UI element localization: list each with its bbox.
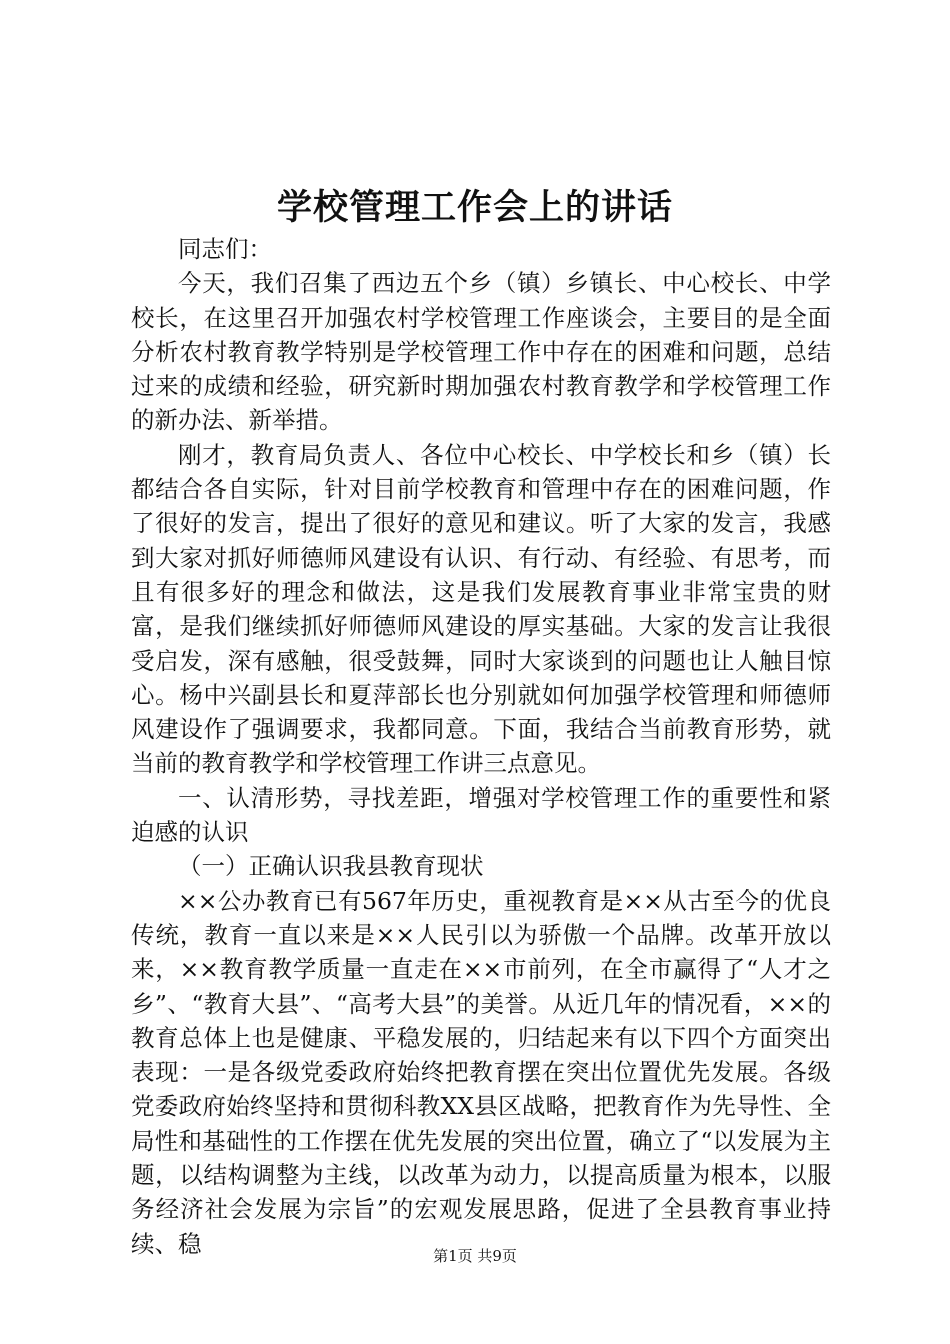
page-footer: 第1页 共9页 — [433, 1247, 517, 1265]
subsection-heading-1: （一）正确认识我县教育现状 — [178, 852, 484, 881]
document-title: 学校管理工作会上的讲话 — [276, 187, 673, 228]
greeting-paragraph: 同志们： — [178, 235, 272, 263]
intro-paragraph: 今天，我们召集了西边五个乡（镇）乡镇长、中心校长、中学校长，在这里召开加强农村学校管理工作座谈会，主要目的是全面分析农村教育教学特别是学校管理工作中存在的困难和问题，总结过来的成绩和经验，研究新时期加强农村教育教学和学校管理工作的新办法、新举措。 — [131, 269, 831, 435]
document-body — [131, 232, 831, 1261]
education-status-paragraph: ××公办教育已有567年历史，重视教育是××从古至今的优良传统，教育一直以来是××人民引以为骄傲一个品牌。改革开放以来，××教育教学质量一直走在××市前列，在全市赢得了“人才之乡”、“教育大县”、“高考大县”的美誉。从近几年的情况看，××的教育总体上也是健康、平稳发展的，归结起来有以下四个方面突出表现：一是各级党委政府始终把教育摆在突出位置优先发展。各级党委政府始终坚持和贯彻科教XX县区战略，把教育作为先导性、全局性和基础性的工作摆在优先发展的突出位置，确立了“以发展为主题，以结构调整为主线，以改革为动力，以提高质量为根本，以服务经济社会发展为宗旨”的宏观发展思路，促进了全县教育事业持续、稳 — [131, 886, 831, 1258]
summary-paragraph: 刚才，教育局负责人、各位中心校长、中学校长和乡（镇）长都结合各自实际，针对目前学校教育和管理中存在的困难问题，作了很好的发言，提出了很好的意见和建议。听了大家的发言，我感到大家对抓好师德师风建设有认识、有行动、有经验、有思考，而且有很多好的理念和做法，这是我们发展教育事业非常宝贵的财富，是我们继续抓好师德师风建设的厚实基础。大家的发言让我很受启发，深有感触，很受鼓舞，同时大家谈到的问题也让人触目惊心。杨中兴副县长和夏萍部长也分别就如何加强学校管理和师德师风建设作了强调要求，我都同意。下面，我结合当前教育形势，就当前的教育教学和学校管理工作讲三点意见。 — [131, 440, 831, 778]
section-heading-1: 一、认清形势，寻找差距，增强对学校管理工作的重要性和紧迫感的认识 — [131, 783, 831, 847]
